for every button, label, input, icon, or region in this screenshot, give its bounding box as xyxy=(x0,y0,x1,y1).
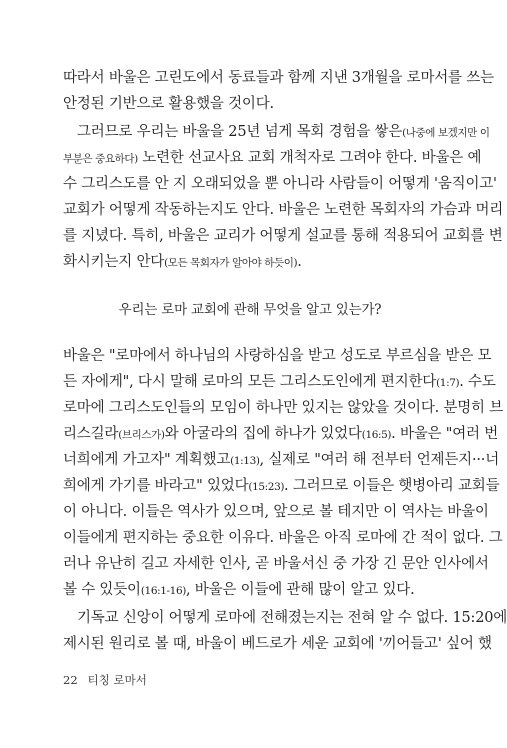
parenthetical-note: (나중에 보겠지만 이 xyxy=(402,127,490,139)
paragraph-line: 수 그리스도를 안 지 오래되었을 뿐 아니라 사람들이 어떻게 '움직이고' xyxy=(63,176,497,192)
verse-reference: (16:5) xyxy=(361,429,392,441)
paragraph-line: 러나 유난히 길고 자세한 인사, 곧 바울서신 중 가장 긴 문안 인사에서 xyxy=(63,556,489,572)
parenthetical-note: (모든 목회자가 알아야 하듯이) xyxy=(164,257,298,269)
verse-reference: (1:7) xyxy=(436,377,460,389)
body-text: . 수도 xyxy=(459,374,496,390)
body-text: 화시키는지 안다 xyxy=(63,254,165,270)
body-text: . xyxy=(297,254,302,270)
paragraph-line: 를 지녔다. 특히, 바울은 교리가 어떻게 설교를 통해 적용되어 교회를 변 xyxy=(63,228,503,244)
section-heading: 우리는 로마 교회에 관해 무엇을 알고 있는가? xyxy=(118,302,382,318)
paragraph-line: 바울은 "로마에서 하나님의 사랑하심을 받고 성도로 부르심을 받은 모 xyxy=(63,348,492,364)
paragraph-line xyxy=(63,476,500,497)
body-text: 너희에게 가고자" 계획했고 xyxy=(63,452,231,468)
body-text: . 바울은 "여러 번 xyxy=(391,426,499,442)
paragraph-line: 기독교 신앙이 어떻게 로마에 전해졌는지는 전혀 알 수 없다. 15:20에 xyxy=(77,610,507,626)
body-text: , 바울은 이들에 관해 많이 알고 있다. xyxy=(185,582,415,598)
paragraph-line xyxy=(63,148,482,169)
body-text: 리스길라 xyxy=(63,426,119,442)
page-footer xyxy=(63,672,147,688)
body-text: 그러므로 우리는 바울을 25년 넘게 목회 경험을 쌓은 xyxy=(77,124,403,140)
paragraph-line: 따라서 바울은 고린도에서 동료들과 함께 지낸 3개월을 로마서를 쓰는 xyxy=(63,70,494,86)
paragraph-line: 제시된 원리로 볼 때, 바울이 베드로가 세운 교회에 '끼어들고' 싶어 했 xyxy=(63,636,492,652)
paragraph-line xyxy=(63,450,499,471)
paragraph-line: 로마에 그리스도인들의 모임이 하나만 있지는 않았을 것이다. 분명히 브 xyxy=(63,400,504,416)
verse-reference: (1:13) xyxy=(230,455,260,467)
paragraph-line: 교회가 어떻게 작동하는지도 안다. 바울은 노련한 목회자의 가슴과 머리 xyxy=(63,202,504,218)
body-text: 든 자에게", 다시 말해 로마의 모든 그리스도인에게 편지한다 xyxy=(63,374,437,390)
paragraph-line xyxy=(77,122,490,143)
paragraph-line xyxy=(63,372,496,393)
body-text: . 그러므로 이들은 햇병아리 교회들 xyxy=(284,478,500,494)
body-text: 희에게 가기를 바라고" 있었다 xyxy=(63,478,249,494)
parenthetical-note: (브리스가) xyxy=(118,429,165,441)
book-title: 티칭 로마서 xyxy=(87,673,147,687)
paragraph-line xyxy=(63,252,438,273)
body-text: 노련한 선교사요 교회 개척자로 그려야 한다. 바울은 예 xyxy=(137,150,482,166)
paragraph-line: 이 아니다. 이들은 역사가 있으며, 앞으로 볼 테지만 이 역사는 바울이 xyxy=(63,504,489,520)
paragraph-line: 안정된 기반으로 활용했을 것이다. xyxy=(63,96,274,112)
page-number: 22 xyxy=(63,673,78,687)
paragraph-line: 이들에게 편지하는 중요한 이유다. 바울은 아직 로마에 간 적이 없다. 그 xyxy=(63,530,503,546)
paragraph-line xyxy=(63,424,499,445)
parenthetical-note: 부분은 중요하다) xyxy=(63,153,138,165)
verse-reference: (15:23) xyxy=(248,481,285,493)
body-text: , 실제로 "여러 해 전부터 언제든지···너 xyxy=(259,452,499,468)
body-text: 와 아굴라의 집에 하나가 있었다 xyxy=(164,426,362,442)
verse-reference: (16:1-16) xyxy=(140,585,186,597)
paragraph-line xyxy=(63,580,438,601)
body-text: 볼 수 있듯이 xyxy=(63,582,141,598)
